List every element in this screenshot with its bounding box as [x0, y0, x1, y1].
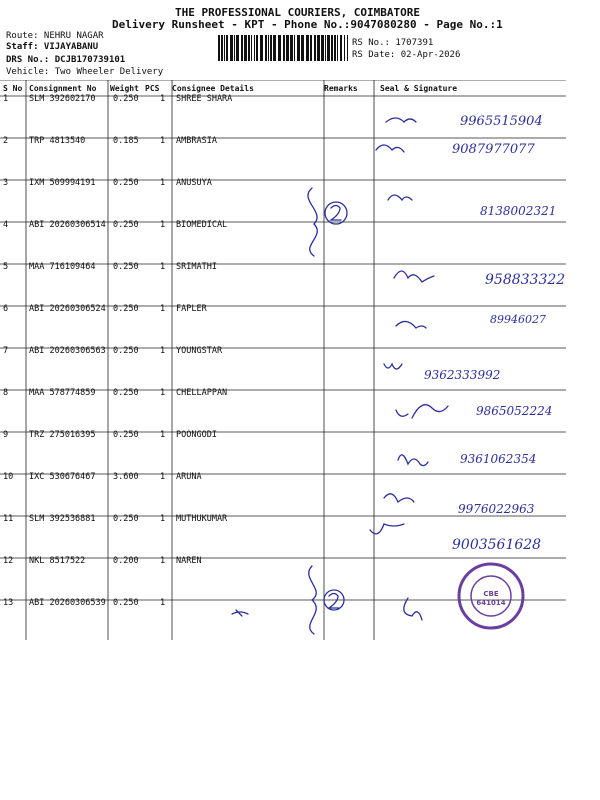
row-7-weight: 0.250	[113, 346, 139, 356]
row-6-pcs: 1	[160, 304, 166, 314]
row-10-sno: 10	[3, 472, 14, 482]
col-sno: S No	[3, 84, 23, 93]
col-seal: Seal & Signature	[380, 84, 458, 93]
row-4-sno: 4	[3, 220, 9, 230]
row-10-pcs: 1	[160, 472, 166, 482]
row-7-consignee: YOUNGSTAR	[176, 346, 223, 356]
row-3-consignment: IXM 509994191	[29, 178, 96, 188]
row-1-consignment: SLM 392602170	[29, 94, 96, 104]
rs-date: RS Date: 02-Apr-2026	[352, 50, 461, 60]
sign-phone-7: 9362333992	[424, 368, 501, 382]
row-12-consignee: NAREN	[176, 556, 202, 566]
col-consignment: Consignment No	[29, 84, 97, 93]
row-5-consignment: MAA 716109464	[29, 262, 96, 272]
row-7-consignment: ABI 20260306563	[29, 346, 106, 356]
row-10-weight: 3.600	[113, 472, 139, 482]
sign-phone-6: 89946027	[490, 313, 546, 326]
row-8-sno: 8	[3, 388, 9, 398]
sign-phone-8: 9865052224	[476, 404, 553, 418]
company-seal	[455, 560, 527, 632]
row-7-sno: 7	[3, 346, 9, 356]
route-label: Route: NEHRU NAGAR	[6, 31, 104, 41]
row-13-consignment: ABI 20260306539	[29, 598, 106, 608]
row-3-pcs: 1	[160, 178, 166, 188]
row-1-pcs: 1	[160, 94, 166, 104]
sign-phone-2: 9087977077	[452, 142, 535, 157]
row-1-sno: 1	[3, 94, 9, 104]
row-6-consignee: FAPLER	[176, 304, 207, 314]
row-6-weight: 0.250	[113, 304, 139, 314]
col-weight: Weight	[110, 84, 139, 93]
sign-phone-1: 9965515904	[460, 114, 543, 129]
row-11-sno: 11	[3, 514, 14, 524]
row-8-consignee: CHELLAPPAN	[176, 388, 228, 398]
row-10-consignee: ARUNA	[176, 472, 202, 482]
vehicle-label: Vehicle: Two Wheeler Delivery	[6, 67, 164, 77]
row-4-consignment: ABI 20260306514	[29, 220, 106, 230]
row-5-weight: 0.250	[113, 262, 139, 272]
row-9-weight: 0.250	[113, 430, 139, 440]
sign-phone-9: 9361062354	[460, 452, 537, 466]
row-3-weight: 0.250	[113, 178, 139, 188]
sign-phone-10: 9976022963	[458, 502, 535, 516]
row-2-pcs: 1	[160, 136, 166, 146]
row-6-sno: 6	[3, 304, 9, 314]
row-9-sno: 9	[3, 430, 9, 440]
row-10-consignment: IXC 530676467	[29, 472, 96, 482]
row-8-pcs: 1	[160, 388, 166, 398]
col-remarks: Remarks	[324, 84, 358, 93]
row-4-pcs: 1	[160, 220, 166, 230]
company-title: THE PROFESSIONAL COURIERS, COIMBATORE	[175, 6, 421, 19]
row-12-sno: 12	[3, 556, 14, 566]
row-2-weight: 0.185	[113, 136, 139, 146]
runsheet-subtitle: Delivery Runsheet - KPT - Phone No.:9047080280 - Page No.:1	[112, 18, 503, 31]
row-3-sno: 3	[3, 178, 9, 188]
row-2-consignee: AMBRASIA	[176, 136, 217, 146]
row-9-pcs: 1	[160, 430, 166, 440]
drs-number: DRS No.: DCJB170739101	[6, 55, 126, 65]
row-2-sno: 2	[3, 136, 9, 146]
row-13-weight: 0.250	[113, 598, 139, 608]
row-8-consignment: MAA 578774859	[29, 388, 96, 398]
row-11-consignee: MUTHUKUMAR	[176, 514, 228, 524]
col-consignee: Consignee Details	[172, 84, 254, 93]
svg-text:CBE641014: CBE 641014	[476, 590, 506, 607]
row-11-weight: 0.250	[113, 514, 139, 524]
col-pcs: PCS	[145, 84, 160, 93]
row-13-pcs: 1	[160, 598, 166, 608]
row-1-consignee: SHREE SHARA	[176, 94, 233, 104]
row-12-pcs: 1	[160, 556, 166, 566]
row-11-pcs: 1	[160, 514, 166, 524]
row-3-consignee: ANUSUYA	[176, 178, 212, 188]
row-4-consignee: BIOMEDICAL	[176, 220, 228, 230]
row-9-consignment: TRZ 275016395	[29, 430, 96, 440]
row-2-consignment: TRP 4813540	[29, 136, 86, 146]
row-11-consignment: SLM 392536881	[29, 514, 96, 524]
row-13-sno: 13	[3, 598, 14, 608]
sign-phone-3: 8138002321	[480, 204, 557, 218]
sign-phone-11: 9003561628	[452, 537, 542, 553]
row-7-pcs: 1	[160, 346, 166, 356]
row-4-weight: 0.250	[113, 220, 139, 230]
row-9-consignee: POONGODI	[176, 430, 217, 440]
rs-number: RS No.: 1707391	[352, 38, 434, 48]
row-1-weight: 0.250	[113, 94, 139, 104]
sign-phone-5: 958833322	[485, 272, 566, 288]
row-5-consignee: SRIMATHI	[176, 262, 217, 272]
row-12-consignment: NKL 8517522	[29, 556, 86, 566]
row-6-consignment: ABI 20260306524	[29, 304, 106, 314]
row-5-sno: 5	[3, 262, 9, 272]
staff-label: Staff: VIJAYABANU	[6, 42, 99, 52]
row-5-pcs: 1	[160, 262, 166, 272]
row-8-weight: 0.250	[113, 388, 139, 398]
row-12-weight: 0.200	[113, 556, 139, 566]
